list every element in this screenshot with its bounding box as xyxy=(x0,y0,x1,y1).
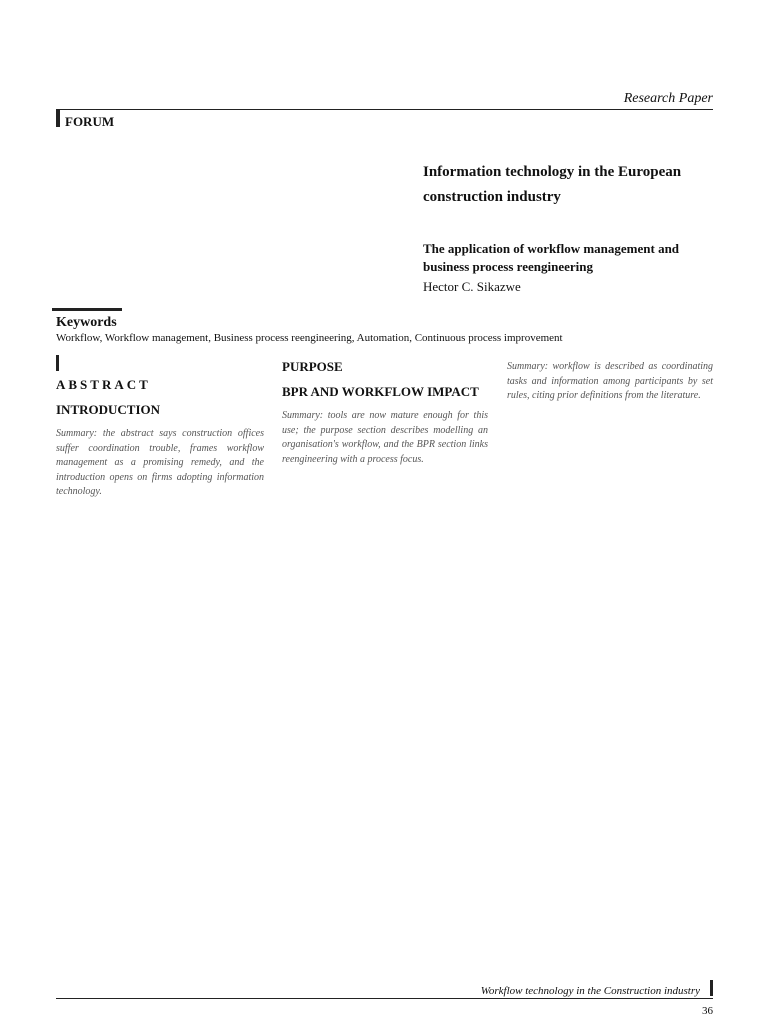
column-1-summary: Summary: the abstract says construction offices suffer coordination trouble, frames workflow management as a promising remedy, and the introduction opens on firms adopting information technology. xyxy=(56,428,264,497)
column-3 xyxy=(507,360,713,414)
keywords-label: Keywords xyxy=(56,315,117,330)
abstract-heading: ABSTRACT xyxy=(56,377,151,392)
article-subtitle: The application of workflow management and business process reengineering xyxy=(423,241,680,274)
column-2 xyxy=(282,360,488,477)
column-2-summary: Summary: tools are now mature enough for this use; the purpose section describes modelling an organisation's workflow, and the BPR section links reengineering with a process focus. xyxy=(282,410,488,465)
running-title: Workflow technology in the Construction industry xyxy=(480,985,700,997)
article-author: Hector C. Sikazwe xyxy=(423,279,521,294)
keywords-rule xyxy=(52,308,122,311)
purpose-heading: PURPOSE xyxy=(282,359,343,374)
column-1 xyxy=(56,378,264,510)
footer-rule xyxy=(56,998,713,999)
page-number: 36 xyxy=(702,1005,713,1017)
header-label: Research Paper xyxy=(623,91,713,106)
header-rule xyxy=(56,109,713,110)
column-marker xyxy=(56,355,59,371)
bpr-heading: BPR AND WORKFLOW IMPACT xyxy=(282,383,479,399)
introduction-heading: INTRODUCTION xyxy=(56,401,161,417)
article-title: Information technology in the European construction industry xyxy=(423,164,682,205)
keywords-text: Workflow, Workflow management, Business process reengineering, Automation, Continuous process improvement xyxy=(56,332,563,344)
section-label: FORUM xyxy=(65,114,115,129)
footer-marker xyxy=(710,980,713,996)
column-3-summary: Summary: workflow is described as coordinating tasks and information among participants by set rules, citing prior definitions from the literature. xyxy=(507,361,713,401)
forum-marker xyxy=(56,109,60,127)
